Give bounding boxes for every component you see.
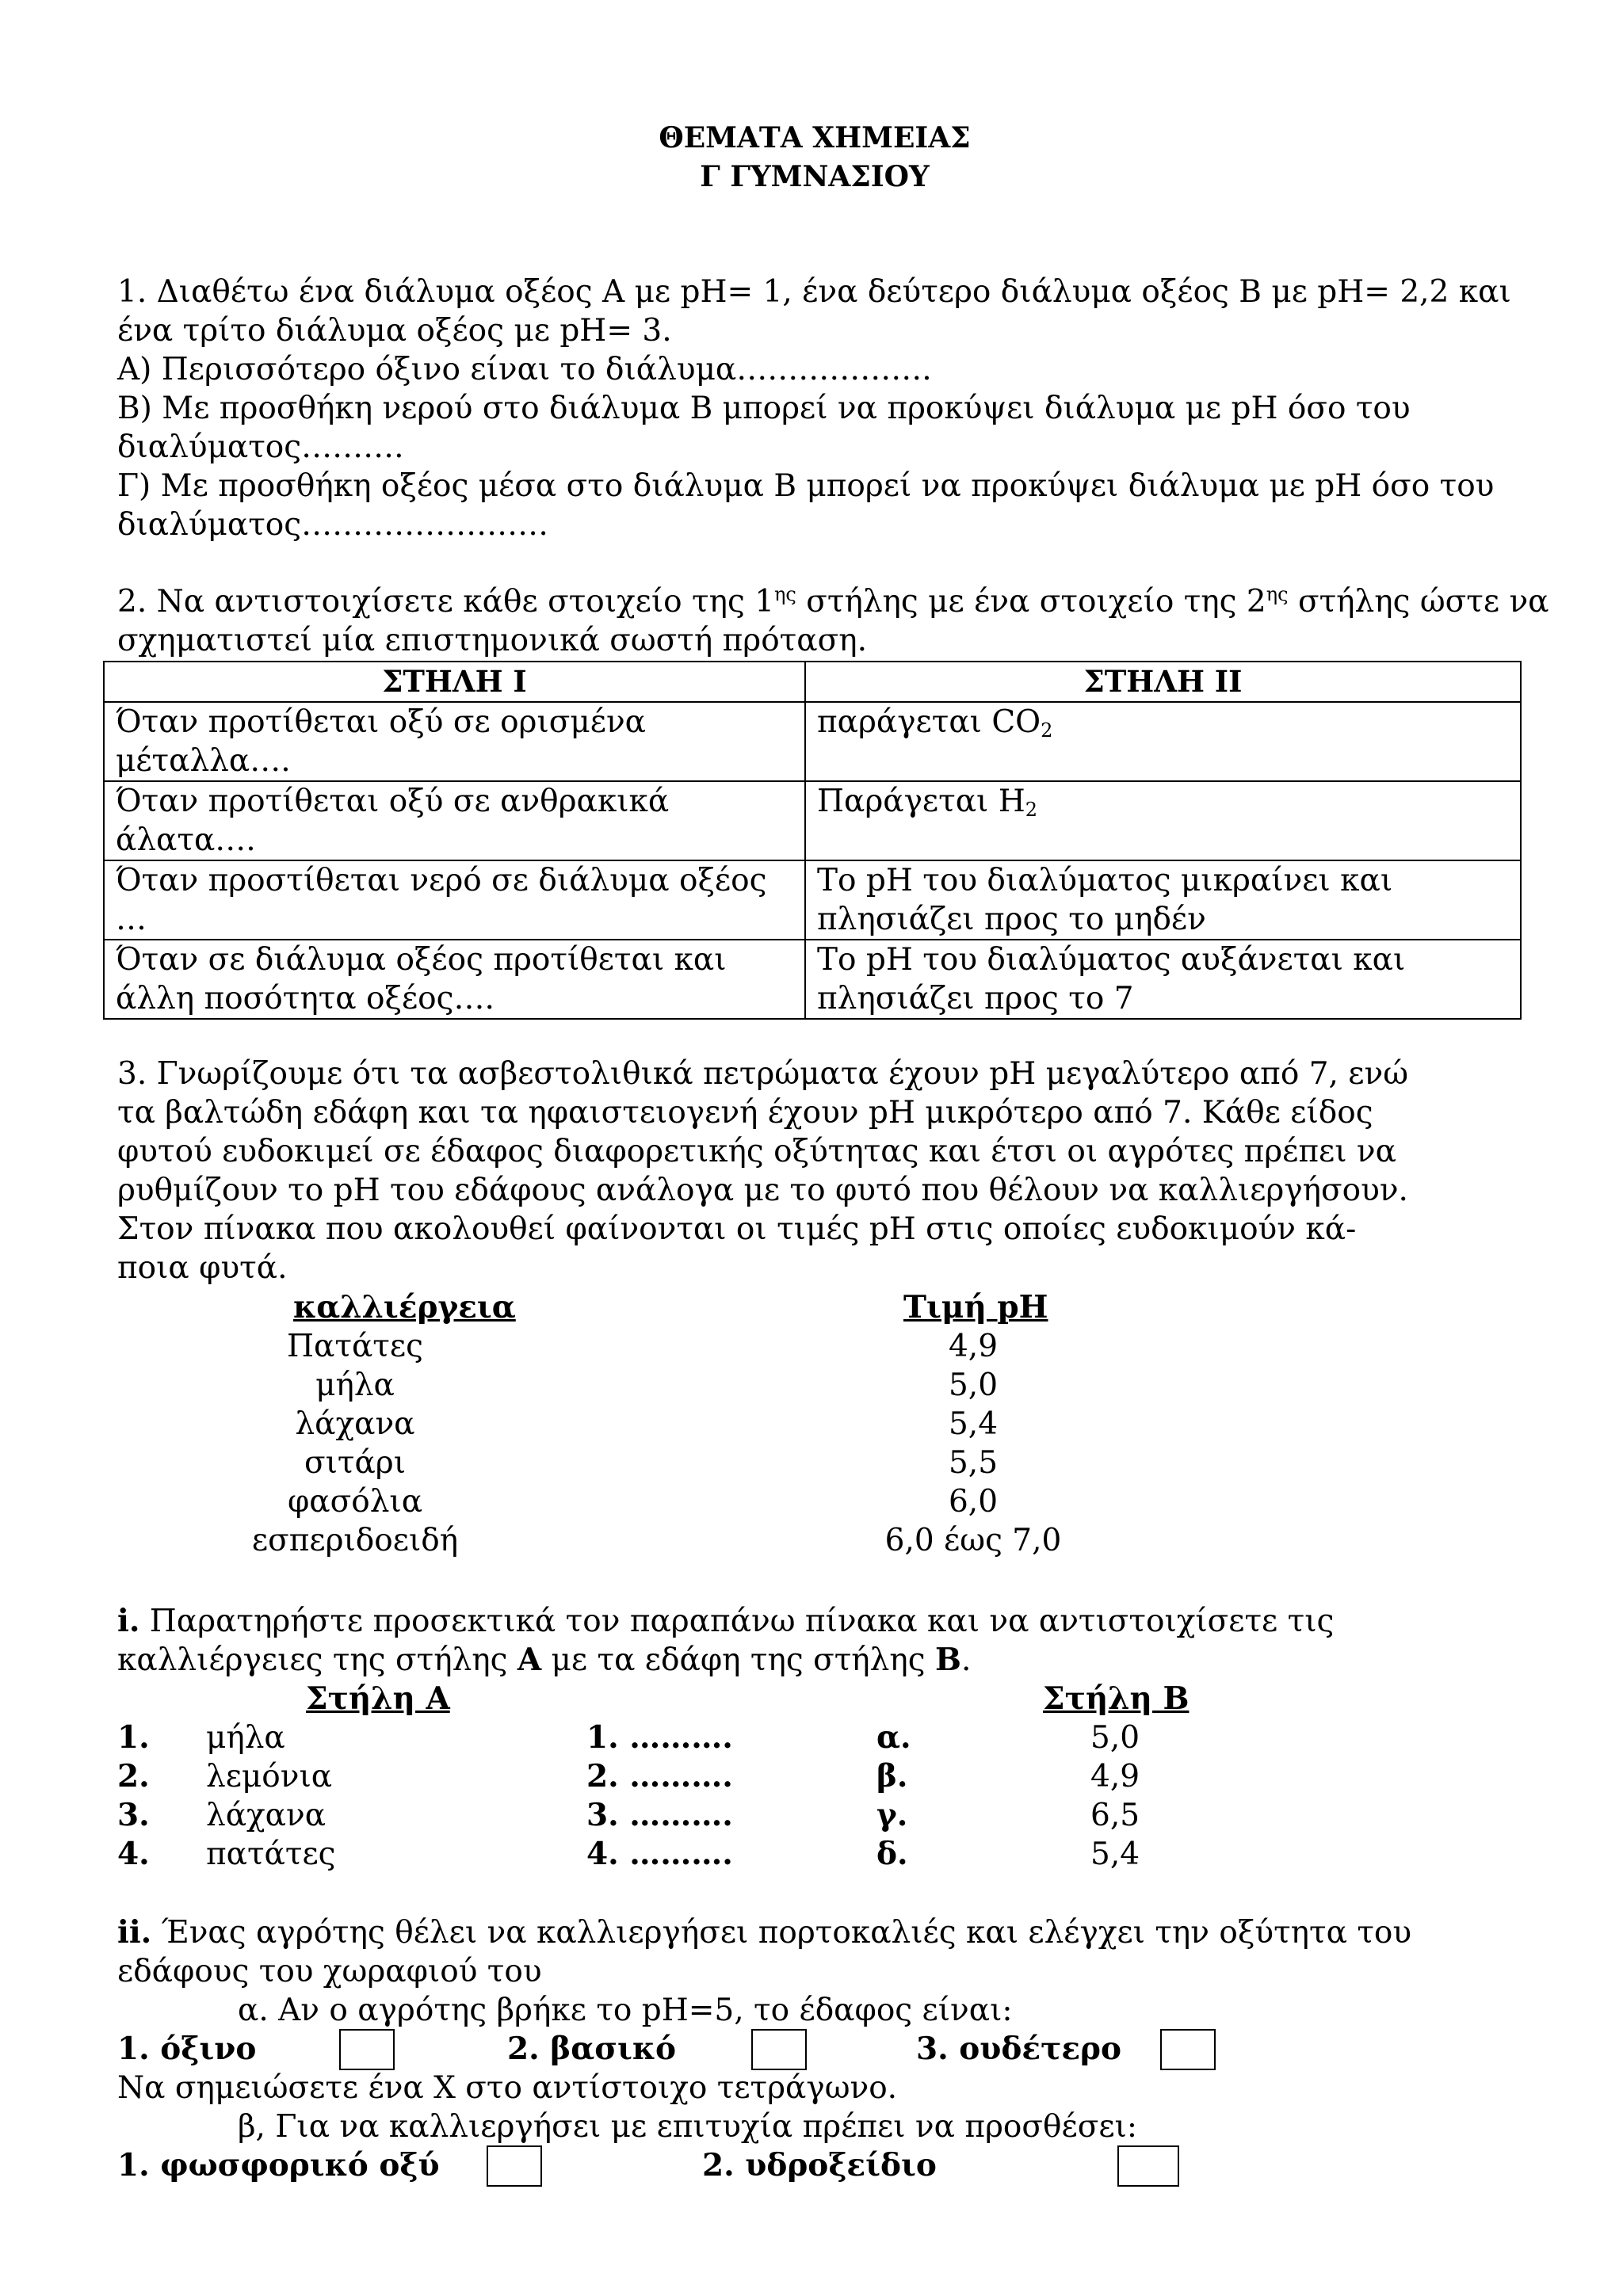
option-acidic-checkbox[interactable]: [339, 2028, 395, 2070]
qii-line-2: εδάφους του χωραφιού του: [117, 1954, 542, 1989]
q1-part-b-line-2: διαλύματος……….: [117, 429, 404, 465]
option-phosphoric-acid-checkbox[interactable]: [487, 2145, 542, 2187]
q3-line-1: 3. Γνωρίζουμε ότι τα ασβεστολιθικά πετρώματα έχουν pH μεγαλύτερο από 7, ενώ: [117, 1056, 1409, 1092]
crop-name: σιτάρι: [304, 1445, 407, 1481]
crop-name: εσπεριδοειδή: [251, 1523, 459, 1558]
crop-ph: 6,0 έως 7,0: [884, 1523, 1062, 1558]
q2-intro-superscript-1: ης: [774, 583, 796, 605]
answer-blank: 4. ……….: [586, 1836, 733, 1872]
qii-part-a: α. Αν ο αγρότης βρήκε το pH=5, το έδαφος είναι:: [238, 1993, 1013, 2028]
qii-part-b: β, Για να καλλιεργήσει με επιτυχία πρέπει να προσθέσει:: [238, 2109, 1137, 2145]
q3-line-4: ρυθμίζουν το pH του εδάφους ανάλογα με το φυτό που θέλουν να καλλιεργήσουν.: [117, 1173, 1408, 1208]
colA-item: πατάτες: [206, 1836, 336, 1872]
qi-line-1-text: Παρατηρήστε προσεκτικά τον παραπάνω πίνακα και να αντιστοιχίσετε τις: [139, 1604, 1335, 1639]
colA-item: λεμόνια: [206, 1759, 333, 1794]
option-basic-label: 2. βασικό: [507, 2031, 677, 2067]
colA-number: 4.: [117, 1836, 150, 1872]
crop-ph: 5,4: [948, 1406, 999, 1442]
q1-part-c-line-2: διαλύματος……………………: [117, 507, 549, 543]
q1-line-1: 1. Διαθέτω ένα διάλυμα οξέος Α με pH= 1, ένα δεύτερο διάλυμα οξέος Β με pH= 2,2 και: [117, 274, 1511, 310]
crop-ph: 6,0: [948, 1484, 999, 1520]
q1-part-b-line-1: Β) Με προσθήκη νερού στο διάλυμα Β μπορεί να προκύψει διάλυμα με pH όσο του: [117, 391, 1411, 426]
row-2-right-text: Παράγεται Η: [817, 784, 1025, 819]
colA-number: 3.: [117, 1797, 150, 1833]
qi-number: i.: [117, 1603, 140, 1639]
crop-ph: 4,9: [948, 1329, 999, 1364]
row-1-right: [805, 702, 1521, 781]
q2-intro-part-1: 2. Να αντιστοιχίσετε κάθε στοιχείο της 1: [117, 584, 775, 620]
crop-ph: 5,5: [948, 1445, 999, 1481]
crop-column-header: καλλιέργεια: [293, 1289, 516, 1325]
option-basic-checkbox[interactable]: [751, 2028, 807, 2070]
matching-table-header: [104, 662, 1521, 702]
title-line-1: ΘΕΜΑΤΑ ΧΗΜΕΙΑΣ: [659, 121, 971, 154]
q2-intro-line-1: [117, 582, 1549, 621]
qi-column-b-ref: Β: [934, 1642, 961, 1678]
colA-item: μήλα: [206, 1720, 285, 1756]
colA-item: λάχανα: [206, 1798, 327, 1833]
colB-letter: γ.: [876, 1797, 908, 1833]
column-1-header: ΣΤΗΛΗ Ι: [104, 662, 805, 702]
table-row: [104, 702, 1521, 781]
qii-line-1-text: Ένας αγρότης θέλει να καλλιεργήσει πορτοκαλιές και ελέγχει την οξύτητα του: [151, 1915, 1412, 1951]
q3-line-2: τα βαλτώδη εδάφη και τα ηφαιστειογενή έχουν pH μικρότερο από 7. Κάθε είδος: [117, 1095, 1373, 1131]
option-phosphoric-acid-label: 1. φωσφορικό οξύ: [117, 2147, 440, 2183]
option-neutral-checkbox[interactable]: [1160, 2028, 1216, 2070]
q2-intro-line-2: σχηματιστεί μία επιστημονικά σωστή πρόταση.: [117, 623, 867, 658]
q2-intro-part-2: στήλης με ένα στοιχείο της 2: [796, 584, 1266, 620]
q1-line-2: ένα τρίτο διάλυμα οξέος με pH= 3.: [117, 313, 672, 349]
crop-name: Πατάτες: [287, 1329, 423, 1364]
table-row: [104, 781, 1521, 860]
q3-line-6: ποια φυτά.: [117, 1250, 288, 1286]
answer-blank: 2. ……….: [586, 1758, 733, 1794]
qi-line-2: [117, 1641, 971, 1680]
qii-line-1: [117, 1913, 1411, 1952]
q2-intro-part-3: στήλης ώστε να: [1288, 584, 1549, 620]
colA-number: 1.: [117, 1719, 150, 1756]
colB-value: 5,4: [1090, 1836, 1140, 1872]
option-hydroxide-checkbox[interactable]: [1117, 2145, 1179, 2187]
colB-letter: β.: [876, 1758, 908, 1794]
column-a-header: Στήλη Α: [306, 1680, 450, 1717]
row-3-right: Το pH του διαλύματος μικραίνει και πλησιάζει προς το μηδέν: [805, 860, 1521, 940]
row-1-right-text: παράγεται CO: [817, 704, 1041, 740]
qi-line-2-part-1: καλλιέργειες της στήλης: [117, 1642, 517, 1678]
table-row: [104, 940, 1521, 1019]
row-4-left: Όταν σε διάλυμα οξέος προτίθεται και άλλη ποσότητα οξέος….: [104, 940, 805, 1019]
colB-value: 5,0: [1090, 1720, 1140, 1756]
q1-part-c-line-1: Γ) Με προσθήκη οξέος μέσα στο διάλυμα Β μπορεί να προκύψει διάλυμα με pH όσο του: [117, 468, 1495, 504]
answer-blank: 1. ……….: [586, 1719, 733, 1756]
colA-number: 2.: [117, 1758, 150, 1794]
qi-line-1: [117, 1602, 1334, 1641]
qii-instruction: Να σημειώσετε ένα Χ στο αντίστοιχο τετράγωνο.: [117, 2070, 898, 2106]
qi-line-2-end: .: [960, 1642, 972, 1678]
colB-letter: α.: [876, 1719, 911, 1756]
option-hydroxide-label: 2. υδροξείδιο: [702, 2147, 937, 2183]
crop-name: μήλα: [315, 1367, 395, 1403]
crop-name: λάχανα: [295, 1406, 415, 1442]
ph-column-header: Τιμή pH: [903, 1289, 1048, 1325]
option-neutral-label: 3. ουδέτερο: [916, 2031, 1121, 2067]
crop-name: φασόλια: [287, 1484, 423, 1520]
crop-ph: 5,0: [948, 1367, 999, 1403]
q3-line-5: Στον πίνακα που ακολουθεί φαίνονται οι τιμές pH στις οποίες ευδοκιμούν κά-: [117, 1211, 1357, 1247]
column-b-header: Στήλη Β: [1043, 1680, 1190, 1717]
colB-value: 4,9: [1090, 1759, 1140, 1794]
qi-column-a-ref: Α: [517, 1642, 542, 1678]
row-1-right-subscript: 2: [1041, 719, 1053, 742]
column-2-header: ΣΤΗΛΗ ΙΙ: [805, 662, 1521, 702]
colB-value: 6,5: [1090, 1798, 1140, 1833]
answer-blank: 3. ……….: [586, 1797, 733, 1833]
row-2-right-subscript: 2: [1025, 799, 1038, 821]
row-4-right: Το pH του διαλύματος αυξάνεται και πλησιάζει προς το 7: [805, 940, 1521, 1019]
q3-line-3: φυτού ευδοκιμεί σε έδαφος διαφορετικής οξύτητας και έτσι οι αγρότες πρέπει να: [117, 1134, 1396, 1169]
table-row: [104, 860, 1521, 940]
colB-letter: δ.: [876, 1836, 908, 1872]
option-acidic-label: 1. όξινο: [117, 2031, 257, 2067]
row-1-left: Όταν προτίθεται οξύ σε ορισμένα μέταλλα….: [104, 702, 805, 781]
q1-part-a: Α) Περισσότερο όξινο είναι το διάλυμα……………….: [117, 352, 932, 387]
row-2-right: [805, 781, 1521, 860]
qii-number: ii.: [117, 1914, 152, 1951]
title-line-2: Γ ΓΥΜΝΑΣΙΟΥ: [700, 160, 930, 193]
row-2-left: Όταν προτίθεται οξύ σε ανθρακικά άλατα….: [104, 781, 805, 860]
row-3-left: Όταν προστίθεται νερό σε διάλυμα οξέος …: [104, 860, 805, 940]
q2-intro-superscript-2: ης: [1266, 583, 1289, 605]
qi-line-2-part-2: με τα εδάφη της στήλης: [541, 1642, 935, 1678]
matching-table: [103, 661, 1522, 1020]
